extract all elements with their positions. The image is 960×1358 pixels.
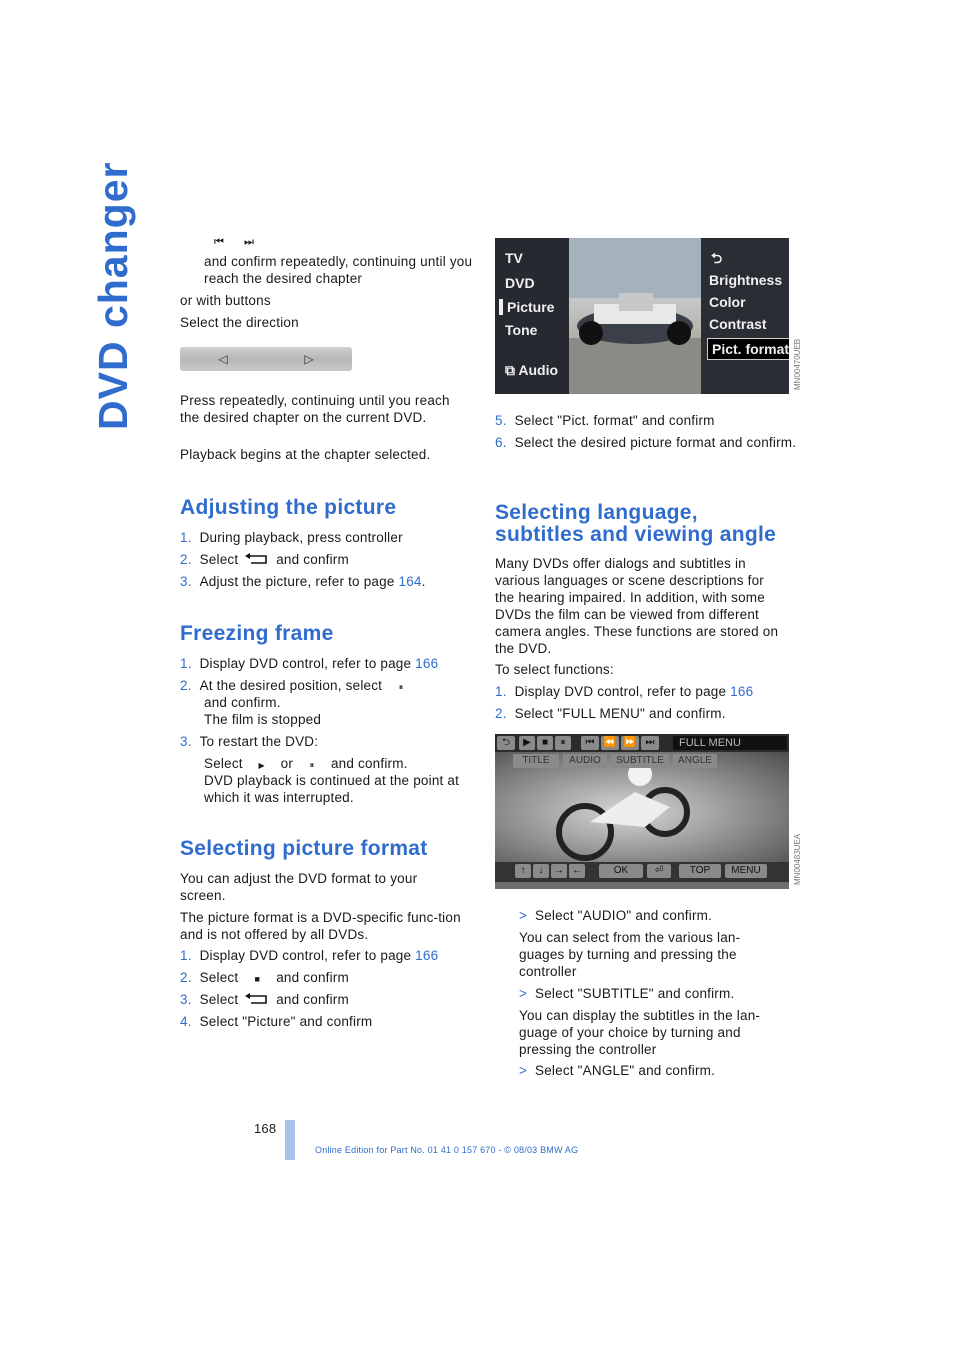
audio-icon: ⧉ <box>505 362 519 378</box>
audio-description: You can select from the various lan-guages by turning and pressing the controller <box>519 930 741 979</box>
menu-item-pict-format: Pict. format <box>707 338 789 360</box>
play-icon: ▶ <box>519 736 535 750</box>
tab-subtitle: SUBTITLE <box>611 754 669 768</box>
freeze-step-3-select: Select ▶ or ⏸ and confirm. <box>204 755 408 774</box>
ok-button: OK <box>599 864 643 878</box>
tab-audio: AUDIO <box>563 754 607 768</box>
page-link-164[interactable]: 164 <box>398 574 422 589</box>
page-link-166[interactable]: 166 <box>415 948 439 963</box>
page-number: 168 <box>254 1121 277 1136</box>
direction-buttons <box>180 347 352 371</box>
bullet-subtitle: > Select "SUBTITLE" and confirm. <box>519 986 735 1001</box>
previous-chapter-icon: ⏮ <box>581 736 599 750</box>
pause-icon: ⏸ <box>555 736 571 750</box>
race-car-illustration <box>569 238 701 394</box>
menu-item-brightness: Brightness <box>709 272 783 288</box>
page-link-166[interactable]: 166 <box>415 656 439 671</box>
format-step-2: 2. Select ■ and confirm <box>180 969 349 988</box>
adjust-step-2: 2. Select and confirm <box>180 552 349 567</box>
pause-icon: ⏸ <box>309 760 315 770</box>
back-icon: ⮌ <box>497 736 515 750</box>
menu-item-picture: Picture <box>499 299 554 315</box>
tab-angle: ANGLE <box>673 754 717 768</box>
footer-accent-bar <box>285 1120 295 1160</box>
heading-language-1: Selecting language, <box>495 501 698 524</box>
heading-adjusting-picture: Adjusting the picture <box>180 496 397 519</box>
format-para-1: You can adjust the DVD format to your screen. <box>180 871 418 903</box>
motocross-illustration <box>495 752 789 872</box>
heading-picture-format: Selecting picture format <box>180 837 428 860</box>
freeze-step-2-stopped: The film is stopped <box>204 712 322 727</box>
image-code-2: MN00483UEA <box>793 833 802 885</box>
language-step-1: 1. Display DVD control, refer to page 166 <box>495 684 754 699</box>
heading-freezing-frame: Freezing frame <box>180 622 334 645</box>
format-step-4: 4. Select "Picture" and confirm <box>180 1014 373 1029</box>
left-arrow-icon: ◁ <box>218 352 228 366</box>
freeze-step-3-continue: DVD playback is continued at the point at which it was interrupted. <box>204 773 460 805</box>
page-link-166[interactable]: 166 <box>730 684 754 699</box>
language-para-2: To select functions: <box>495 662 614 677</box>
chapter-text: and confirm repeatedly, continuing until you reach the desired chapter <box>204 254 473 286</box>
return-arrow-icon <box>242 992 272 1006</box>
motocross-image <box>495 752 789 872</box>
select-direction-text: Select the direction <box>180 315 299 330</box>
next-chapter-icon: ⏭ <box>243 236 255 248</box>
format-step-5: 5. Select "Pict. format" and confirm <box>495 413 715 428</box>
picture-menu-left-panel <box>495 238 569 394</box>
chapter-skip-icons <box>204 233 264 251</box>
full-menu-screenshot <box>495 734 789 889</box>
subtitle-description: You can display the subtitles in the lan-guage of your choice by turning and pressing the controller <box>519 1008 761 1057</box>
menu-item-tone: Tone <box>505 322 538 338</box>
picture-menu-right-panel <box>701 238 789 394</box>
freeze-step-2: 2. At the desired position, select ⏸ <box>180 677 416 696</box>
freeze-step-1: 1. Display DVD control, refer to page 166 <box>180 656 439 671</box>
adjust-step-3: 3. Adjust the picture, refer to page 164. <box>180 574 426 589</box>
race-car-image <box>569 238 701 394</box>
format-step-1: 1. Display DVD control, refer to page 166 <box>180 948 439 963</box>
adjust-step-1: 1. During playback, press controller <box>180 530 403 545</box>
tab-title: TITLE <box>513 754 559 768</box>
down-arrow-icon: ↓ <box>533 864 549 878</box>
format-step-6: 6. Select the desired picture format and confirm. <box>495 435 797 450</box>
left-arrow-icon: ← <box>569 864 585 878</box>
up-arrow-icon: ↑ <box>515 864 531 878</box>
menu-item-dvd: DVD <box>505 275 535 291</box>
previous-chapter-icon: ⏮ <box>213 236 225 248</box>
playback-begins-text: Playback begins at the chapter selected. <box>180 447 431 462</box>
stop-icon: ■ <box>537 736 553 750</box>
menu-item-contrast: Contrast <box>709 316 767 332</box>
right-arrow-icon: ▷ <box>304 352 314 366</box>
play-icon: ▶ <box>258 761 265 770</box>
menu-item-tv: TV <box>505 250 523 266</box>
menu-item-color: Color <box>709 294 746 310</box>
forward-icon: ⏩ <box>621 736 639 750</box>
language-step-2: 2. Select "FULL MENU" and confirm. <box>495 706 726 721</box>
next-chapter-icon: ⏭ <box>641 736 659 750</box>
image-code-1: MN00470UEB <box>793 338 802 390</box>
press-repeatedly-text: Press repeatedly, continuing until you reach the desired chapter on the current DVD. <box>180 393 450 425</box>
freeze-step-2-confirm: and confirm. <box>204 695 281 710</box>
return-arrow-icon <box>242 552 272 566</box>
return-icon: ⮌ <box>711 250 723 266</box>
or-buttons-text: or with buttons <box>180 293 271 308</box>
rewind-icon: ⏪ <box>601 736 619 750</box>
bullet-angle: > Select "ANGLE" and confirm. <box>519 1063 716 1078</box>
menu-button: MENU <box>725 864 767 878</box>
stop-icon: ■ <box>254 974 261 984</box>
footer-text: Online Edition for Part No. 01 41 0 157 670 - © 08/03 BMW AG <box>315 1145 579 1155</box>
format-para-2: The picture format is a DVD-specific func-tion and is not offered by all DVDs. <box>180 910 461 942</box>
format-step-3: 3. Select and confirm <box>180 992 349 1007</box>
full-menu-bottom-bar <box>495 862 789 882</box>
full-menu-top-bar <box>495 734 789 752</box>
top-button: TOP <box>679 864 721 878</box>
menu-item-audio: ⧉ Audio <box>505 362 559 378</box>
right-arrow-icon: → <box>551 864 567 878</box>
full-menu-label: FULL MENU <box>673 736 787 750</box>
enter-icon: ⏎ <box>647 864 671 878</box>
bullet-audio: > Select "AUDIO" and confirm. <box>519 908 713 923</box>
freeze-step-3: 3. To restart the DVD: <box>180 734 319 749</box>
heading-language-2: subtitles and viewing angle <box>495 523 777 546</box>
picture-menu-screenshot <box>495 238 789 394</box>
chapter-side-title: DVD changer <box>90 161 136 430</box>
pause-icon: ⏸ <box>398 682 404 692</box>
language-para-1: Many DVDs offer dialogs and subtitles in various languages or scene descriptions for the hearing impaired. In addition, with some DVDs the film can be viewed from different camera angles. These functions are stored on the DVD. <box>495 556 779 656</box>
